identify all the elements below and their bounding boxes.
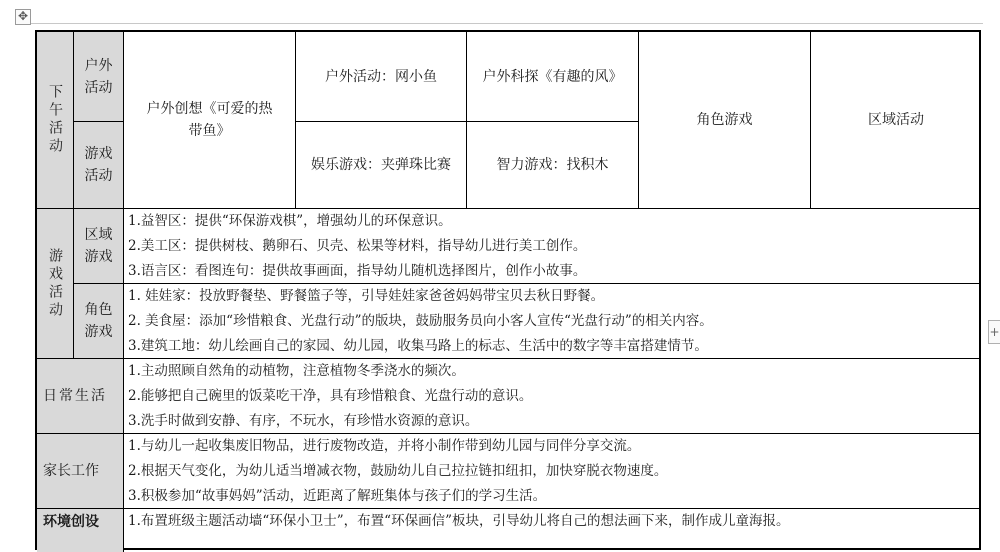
- environment-label: 环境创设: [37, 508, 123, 552]
- list-item: 3.建筑工地：幼儿绘画自己的家园、幼儿园，收集马路上的标志、生活中的数字等丰富搭建情节。: [128, 338, 708, 354]
- entertainment-game-cell: 娱乐游戏：夹弹珠比赛: [295, 121, 466, 208]
- environment-content: [123, 508, 981, 552]
- table-move-handle-icon[interactable]: ✥: [15, 9, 31, 25]
- list-item: 1.益智区：提供“环保游戏棋”，增强幼儿的环保意识。: [128, 213, 452, 229]
- list-item: 1.主动照顾自然角的动植物，注意植物冬季浇水的频次。: [128, 363, 465, 379]
- list-item: 3.洗手时做到安静、有序，不玩水，有珍惜水资源的意识。: [128, 413, 479, 429]
- parent-work-content: [123, 433, 981, 508]
- game-activity-section-label: 游戏活动: [37, 208, 73, 358]
- list-item: 1.布置班级主题活动墙“环保小卫士”，布置“环保画信”板块，引导幼儿将自己的想法画下来，制作成儿童海报。: [128, 513, 790, 529]
- list-item: 3.语言区：看图连句：提供故事画面，指导幼儿随机选择图片，创作小故事。: [128, 263, 587, 279]
- role-play-cell: 角色游戏: [638, 32, 810, 208]
- intelligence-game-cell: 智力游戏：找积木: [466, 121, 638, 208]
- page-top-rule: [17, 23, 983, 24]
- area-activity-cell: 区域活动: [810, 32, 981, 208]
- parent-work-label: 家长工作: [37, 433, 123, 508]
- list-item: 3.积极参加“故事妈妈”活动，近距离了解班集体与孩子们的学习生活。: [128, 488, 547, 504]
- role-game-content: [123, 283, 981, 358]
- outdoor-science-cell: 户外科探《有趣的风》: [466, 32, 638, 121]
- list-item: 1. 娃娃家：投放野餐垫、野餐篮子等，引导娃娃家爸爸妈妈带宝贝去秋日野餐。: [128, 288, 605, 304]
- list-item: 2. 美食屋：添加“珍惜粮食、光盘行动”的版块，鼓励服务员向小客人宣传“光盘行动”的相关内容。: [128, 313, 713, 329]
- outdoor-creative-cell: 户外创想《可爱的热带鱼》: [123, 32, 295, 208]
- role-game-label: 角色游戏: [73, 283, 123, 358]
- list-item: 2.能够把自己碗里的饭菜吃干净，具有珍惜粮食、光盘行动的意识。: [128, 388, 533, 404]
- daily-life-content: [123, 358, 981, 433]
- area-game-label: 区域游戏: [73, 208, 123, 283]
- outdoor-activity-cell: 户外活动：网小鱼: [295, 32, 466, 121]
- outdoor-activity-label: 户外活动: [73, 32, 123, 121]
- daily-life-label: 日常生活: [37, 358, 123, 433]
- game-activity-sub-label: 游戏活动: [73, 121, 123, 208]
- area-game-content: [123, 208, 981, 283]
- weekly-plan-table: [35, 30, 981, 550]
- insert-column-plus-icon[interactable]: +: [988, 320, 1000, 344]
- list-item: 2.根据天气变化，为幼儿适当增减衣物，鼓励幼儿自己拉拉链扣纽扣，加快穿脱衣物速度。: [128, 463, 668, 479]
- afternoon-section-label: 下午活动: [37, 32, 73, 208]
- list-item: 1.与幼儿一起收集废旧物品，进行废物改造，并将小制作带到幼儿园与同伴分享交流。: [128, 438, 641, 454]
- list-item: 2.美工区：提供树枝、鹅卵石、贝壳、松果等材料，指导幼儿进行美工创作。: [128, 238, 587, 254]
